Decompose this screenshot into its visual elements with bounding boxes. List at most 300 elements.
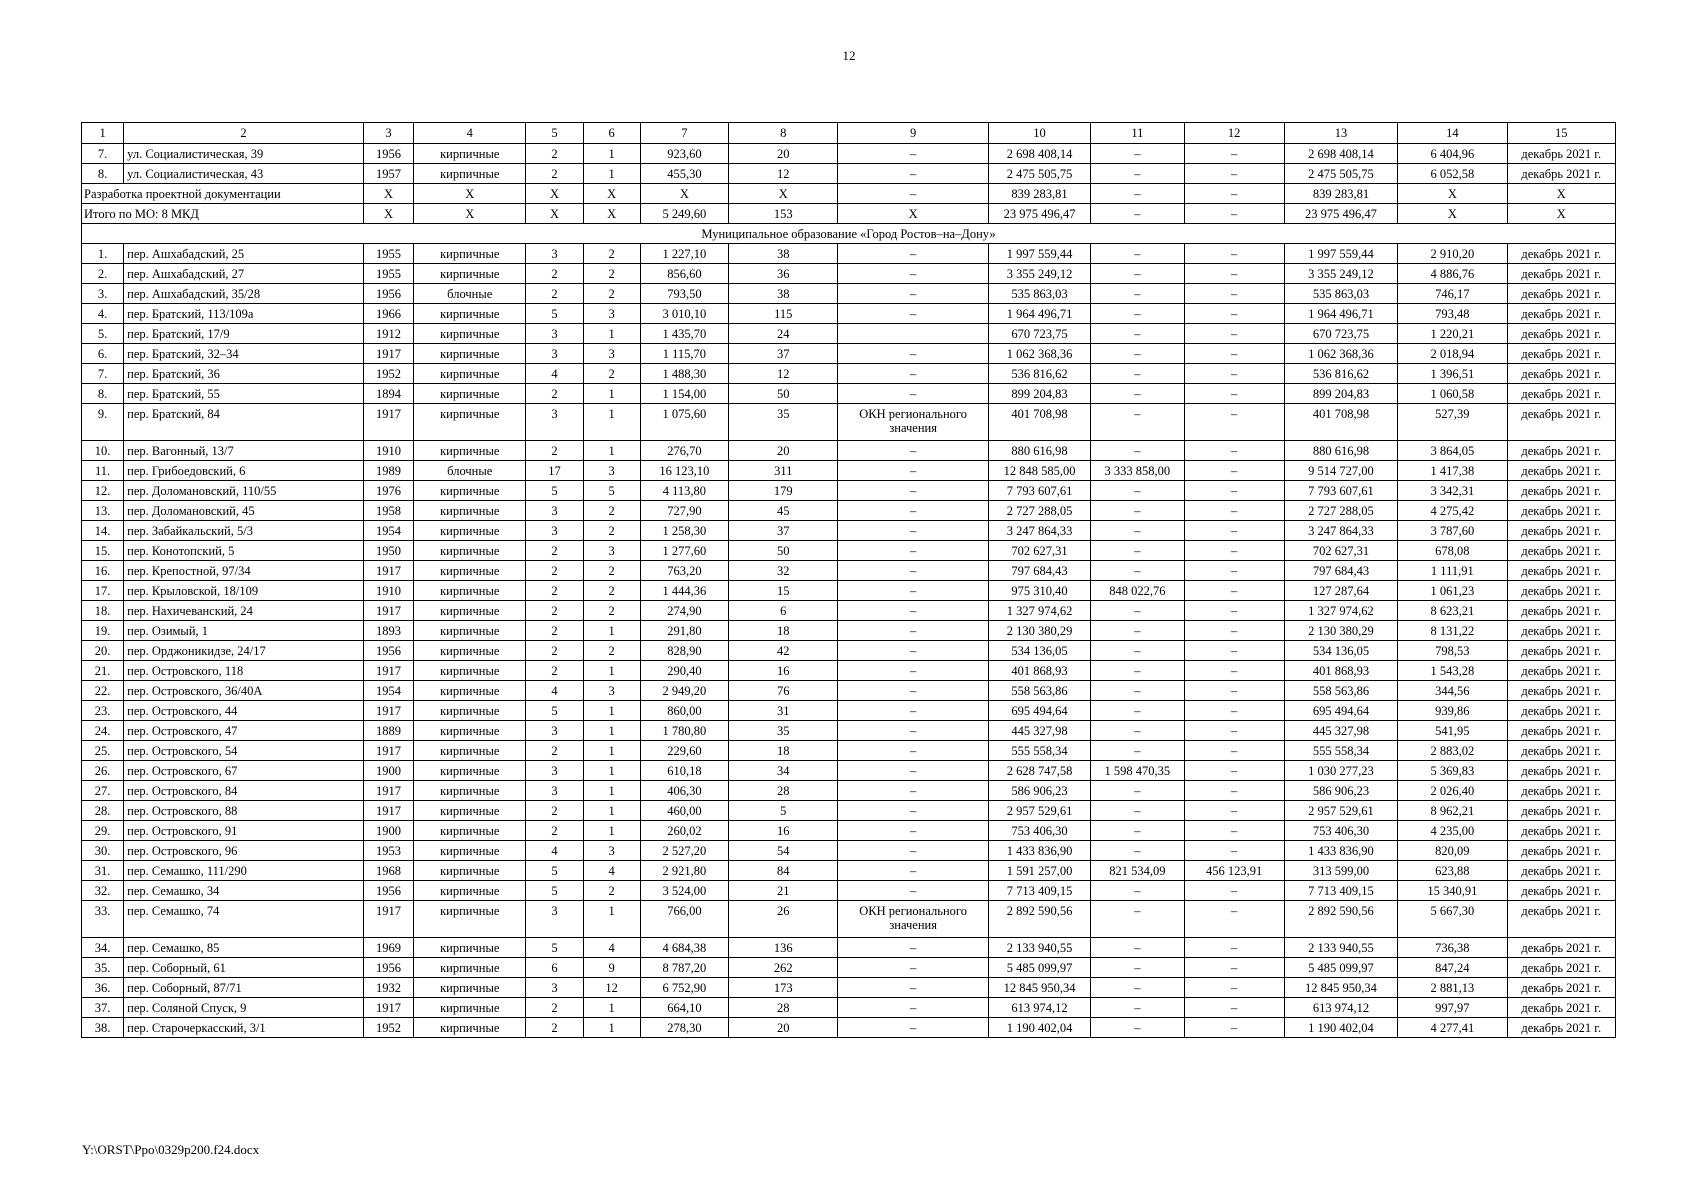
table-cell: 20. [82, 641, 124, 661]
table-cell: 2 [583, 581, 640, 601]
column-number-cell: 2 [124, 123, 364, 144]
table-cell: – [1184, 701, 1284, 721]
table-cell: 20 [729, 1018, 838, 1038]
table-cell: 1 [583, 821, 640, 841]
table-cell: 1 [583, 721, 640, 741]
table-cell: – [838, 701, 988, 721]
table-cell: – [1091, 364, 1184, 384]
table-cell: 4. [82, 304, 124, 324]
table-cell: 38. [82, 1018, 124, 1038]
table-cell: декабрь 2021 г. [1507, 741, 1615, 761]
table-cell: – [1091, 661, 1184, 681]
table-cell: 179 [729, 481, 838, 501]
table-row [82, 144, 1616, 164]
table-cell: – [838, 741, 988, 761]
table-cell: 1894 [363, 384, 413, 404]
table-cell: 37. [82, 998, 124, 1018]
table-cell: 445 327,98 [1284, 721, 1397, 741]
table-cell: 26. [82, 761, 124, 781]
table-row [82, 1018, 1616, 1038]
table-cell: 880 616,98 [988, 441, 1090, 461]
table-cell: 2 727 288,05 [1284, 501, 1397, 521]
table-cell: – [1184, 384, 1284, 404]
table-cell: пер. Островского, 96 [124, 841, 364, 861]
table-cell: 2 [583, 244, 640, 264]
table-cell: пер. Соборный, 87/71 [124, 978, 364, 998]
table-cell: 695 494,64 [988, 701, 1090, 721]
table-cell: 613 974,12 [1284, 998, 1397, 1018]
table-cell: 1952 [363, 364, 413, 384]
table-cell: 1 327 974,62 [988, 601, 1090, 621]
table-cell: – [1184, 958, 1284, 978]
table-cell: 23 975 496,47 [988, 204, 1090, 224]
table-cell: 445 327,98 [988, 721, 1090, 741]
table-cell: декабрь 2021 г. [1507, 461, 1615, 481]
table-cell: – [1184, 761, 1284, 781]
table-cell: 678,08 [1398, 541, 1507, 561]
table-cell: кирпичные [414, 404, 526, 441]
table-cell: 19. [82, 621, 124, 641]
table-cell: кирпичные [414, 304, 526, 324]
table-cell: кирпичные [414, 481, 526, 501]
table-cell: – [1091, 821, 1184, 841]
table-cell: 535 863,03 [1284, 284, 1397, 304]
table-cell: 5 [583, 481, 640, 501]
table-cell: – [1184, 404, 1284, 441]
table-cell: 12 [729, 164, 838, 184]
table-cell: 3 [526, 521, 583, 541]
table-cell: 5 [526, 861, 583, 881]
table-cell: 2 026,40 [1398, 781, 1507, 801]
table-cell: X [1398, 204, 1507, 224]
table-cell: 1910 [363, 581, 413, 601]
table-cell: – [838, 461, 988, 481]
table-cell: – [838, 601, 988, 621]
table-cell: декабрь 2021 г. [1507, 701, 1615, 721]
table-cell: пер. Семашко, 74 [124, 901, 364, 938]
table-row [82, 601, 1616, 621]
table-cell: 136 [729, 938, 838, 958]
table-cell: – [1091, 721, 1184, 741]
table-cell: 2 [526, 284, 583, 304]
table-cell: 1955 [363, 264, 413, 284]
table-cell: 3 [526, 324, 583, 344]
table-cell: декабрь 2021 г. [1507, 621, 1615, 641]
table-cell: – [838, 561, 988, 581]
table-row [82, 958, 1616, 978]
table-cell: X [414, 184, 526, 204]
table-cell: 14. [82, 521, 124, 541]
table-cell: – [1184, 901, 1284, 938]
table-cell: – [1091, 601, 1184, 621]
table-cell: 1. [82, 244, 124, 264]
table-cell: 27. [82, 781, 124, 801]
table-cell: 24 [729, 324, 838, 344]
table-cell: 4 113,80 [640, 481, 728, 501]
table-cell: 8 131,22 [1398, 621, 1507, 641]
table-row [82, 998, 1616, 1018]
table-cell: 1900 [363, 821, 413, 841]
table-cell: 35. [82, 958, 124, 978]
table-row [82, 841, 1616, 861]
table-cell: 1 598 470,35 [1091, 761, 1184, 781]
table-cell: 1893 [363, 621, 413, 641]
table-cell: 1 780,80 [640, 721, 728, 741]
column-number-cell: 12 [1184, 123, 1284, 144]
table-cell: 899 204,83 [1284, 384, 1397, 404]
table-cell: пер. Озимый, 1 [124, 621, 364, 641]
table-cell: – [1184, 781, 1284, 801]
table-cell: 1917 [363, 781, 413, 801]
table-cell [838, 324, 988, 344]
table-cell: – [838, 481, 988, 501]
table-cell: 127 287,64 [1284, 581, 1397, 601]
column-number-cell: 11 [1091, 123, 1184, 144]
table-cell: – [1091, 204, 1184, 224]
table-cell: – [1184, 481, 1284, 501]
table-cell: пер. Островского, 44 [124, 701, 364, 721]
table-cell: 401 708,98 [988, 404, 1090, 441]
table-cell: 12 845 950,34 [988, 978, 1090, 998]
table-cell: 1917 [363, 661, 413, 681]
table-cell: 5 [729, 801, 838, 821]
table-cell: 4 235,00 [1398, 821, 1507, 841]
table-cell: 1 433 836,90 [988, 841, 1090, 861]
table-cell: 36 [729, 264, 838, 284]
table-cell: 33. [82, 901, 124, 938]
table-cell: пер. Орджоникидзе, 24/17 [124, 641, 364, 661]
table-cell: 1 115,70 [640, 344, 728, 364]
table-cell: 1 [583, 621, 640, 641]
table-cell: – [1091, 404, 1184, 441]
table-cell: 2 892 590,56 [1284, 901, 1397, 938]
table-cell: – [838, 184, 988, 204]
table-cell: декабрь 2021 г. [1507, 264, 1615, 284]
table-cell: 2 [526, 641, 583, 661]
table-cell: – [1091, 144, 1184, 164]
table-cell: 1 190 402,04 [988, 1018, 1090, 1038]
table-cell: кирпичные [414, 841, 526, 861]
table-row [82, 701, 1616, 721]
table-cell: – [838, 244, 988, 264]
table-cell: 7 793 607,61 [1284, 481, 1397, 501]
table-cell: пер. Братский, 36 [124, 364, 364, 384]
table-cell: декабрь 2021 г. [1507, 978, 1615, 998]
table-cell: 670 723,75 [1284, 324, 1397, 344]
table-cell: 34. [82, 938, 124, 958]
table-cell: – [1091, 781, 1184, 801]
table-cell: 3 [583, 681, 640, 701]
table-cell: 3 [526, 244, 583, 264]
column-number-cell: 13 [1284, 123, 1397, 144]
table-cell: 555 558,34 [988, 741, 1090, 761]
table-cell: 23. [82, 701, 124, 721]
table-cell: 1950 [363, 541, 413, 561]
table-cell: 12 [729, 364, 838, 384]
table-cell: кирпичные [414, 621, 526, 641]
table-cell: 21 [729, 881, 838, 901]
table-cell: – [1184, 184, 1284, 204]
table-cell: 6 [729, 601, 838, 621]
table-cell: 1954 [363, 521, 413, 541]
table-cell: 2 727 288,05 [988, 501, 1090, 521]
table-cell: 26 [729, 901, 838, 938]
table-cell: – [1184, 721, 1284, 741]
table-cell: 3 247 864,33 [988, 521, 1090, 541]
table-row [82, 901, 1616, 938]
table-cell: 7 713 409,15 [988, 881, 1090, 901]
table-cell: ул. Социалистическая, 43 [124, 164, 364, 184]
table-cell: – [1184, 821, 1284, 841]
table-cell: 35 [729, 404, 838, 441]
table-cell: 37 [729, 521, 838, 541]
table-cell: 899 204,83 [988, 384, 1090, 404]
table-cell: пер. Братский, 55 [124, 384, 364, 404]
table-cell: 923,60 [640, 144, 728, 164]
table-cell: 15 340,91 [1398, 881, 1507, 901]
table-cell: 23 975 496,47 [1284, 204, 1397, 224]
table-cell: 753 406,30 [988, 821, 1090, 841]
table-cell: 2 949,20 [640, 681, 728, 701]
table-cell: – [1184, 741, 1284, 761]
table-cell: 32. [82, 881, 124, 901]
table-row [82, 741, 1616, 761]
table-cell: 2 881,13 [1398, 978, 1507, 998]
table-cell: пер. Забайкальский, 5/3 [124, 521, 364, 541]
table-cell: – [1091, 384, 1184, 404]
table-cell: 21. [82, 661, 124, 681]
table-cell: 5 485 099,97 [1284, 958, 1397, 978]
table-cell: 1953 [363, 841, 413, 861]
table-row [82, 801, 1616, 821]
table-row [82, 304, 1616, 324]
table-cell: 856,60 [640, 264, 728, 284]
table-cell: декабрь 2021 г. [1507, 324, 1615, 344]
table-cell: пер. Семашко, 85 [124, 938, 364, 958]
table-cell: 456 123,91 [1184, 861, 1284, 881]
table-cell: кирпичные [414, 978, 526, 998]
table-row [82, 541, 1616, 561]
table-cell: декабрь 2021 г. [1507, 344, 1615, 364]
table-cell: пер. Семашко, 111/290 [124, 861, 364, 881]
table-cell: 28. [82, 801, 124, 821]
table-cell: 2 [526, 741, 583, 761]
table-cell: 753 406,30 [1284, 821, 1397, 841]
table-cell: 1957 [363, 164, 413, 184]
table-cell: 5 369,83 [1398, 761, 1507, 781]
table-cell: 5 485 099,97 [988, 958, 1090, 978]
table-cell: 2 [583, 881, 640, 901]
table-cell: кирпичные [414, 661, 526, 681]
table-cell: 401 708,98 [1284, 404, 1397, 441]
table-cell: 16. [82, 561, 124, 581]
table-cell: 401 868,93 [988, 661, 1090, 681]
table-cell: 45 [729, 501, 838, 521]
table-cell: 664,10 [640, 998, 728, 1018]
table-cell: 7. [82, 144, 124, 164]
table-cell: декабрь 2021 г. [1507, 861, 1615, 881]
table-cell: 2 [526, 384, 583, 404]
table-cell: 2 130 380,29 [988, 621, 1090, 641]
table-cell: – [838, 801, 988, 821]
table-cell: 276,70 [640, 441, 728, 461]
table-cell: – [1184, 938, 1284, 958]
table-row [82, 561, 1616, 581]
table-row [82, 441, 1616, 461]
table-cell: X [526, 184, 583, 204]
table-cell: 3 [526, 404, 583, 441]
table-row [82, 501, 1616, 521]
table-cell: кирпичные [414, 861, 526, 881]
table-cell: кирпичные [414, 244, 526, 264]
table-cell: 5 [526, 701, 583, 721]
table-cell: пер. Братский, 113/109а [124, 304, 364, 324]
table-cell: декабрь 2021 г. [1507, 938, 1615, 958]
table-cell: 42 [729, 641, 838, 661]
table-row [82, 661, 1616, 681]
table-cell: 37 [729, 344, 838, 364]
table-cell: 344,56 [1398, 681, 1507, 701]
table-cell: декабрь 2021 г. [1507, 144, 1615, 164]
table-cell: 3 [526, 901, 583, 938]
table-cell: 84 [729, 861, 838, 881]
table-cell: – [838, 521, 988, 541]
table-row [82, 821, 1616, 841]
column-number-cell: 1 [82, 123, 124, 144]
table-cell: декабрь 2021 г. [1507, 384, 1615, 404]
table-cell: 4 [583, 861, 640, 881]
table-cell: 54 [729, 841, 838, 861]
table-cell: ОКН регионального значения [838, 901, 988, 938]
table-cell: 3 247 864,33 [1284, 521, 1397, 541]
table-cell: кирпичные [414, 901, 526, 938]
table-cell: – [1184, 621, 1284, 641]
table-cell: – [1091, 1018, 1184, 1038]
table-cell: 558 563,86 [988, 681, 1090, 701]
table-cell: 17. [82, 581, 124, 601]
table-cell: 555 558,34 [1284, 741, 1397, 761]
table-cell: – [1184, 801, 1284, 821]
table-cell: 2 018,94 [1398, 344, 1507, 364]
table-cell: пер. Островского, 91 [124, 821, 364, 841]
table-cell: 406,30 [640, 781, 728, 801]
table-cell: 1 061,23 [1398, 581, 1507, 601]
table-cell: – [1184, 661, 1284, 681]
table-cell: кирпичные [414, 144, 526, 164]
table-cell: 2 [526, 561, 583, 581]
table-row [82, 244, 1616, 264]
table-cell: X [583, 204, 640, 224]
table-cell: 10. [82, 441, 124, 461]
table-cell: декабрь 2021 г. [1507, 601, 1615, 621]
table-cell: 1912 [363, 324, 413, 344]
column-number-cell: 7 [640, 123, 728, 144]
table-cell: 8 962,21 [1398, 801, 1507, 821]
table-cell: – [1184, 681, 1284, 701]
table-cell: 2 [526, 581, 583, 601]
table-cell: 4 886,76 [1398, 264, 1507, 284]
table-cell: 1 [583, 384, 640, 404]
table-cell: 3 [526, 781, 583, 801]
table-cell: 32 [729, 561, 838, 581]
table-cell: 1 [583, 404, 640, 441]
table-cell: – [838, 958, 988, 978]
table-cell: – [1091, 641, 1184, 661]
table-cell: кирпичные [414, 938, 526, 958]
table-cell: 1 075,60 [640, 404, 728, 441]
table-row [82, 404, 1616, 441]
table-cell: 3 [583, 461, 640, 481]
table-cell: декабрь 2021 г. [1507, 998, 1615, 1018]
table-cell: – [1184, 461, 1284, 481]
table-cell: 274,90 [640, 601, 728, 621]
table-cell: 2 [583, 561, 640, 581]
table-cell: – [1184, 284, 1284, 304]
table-cell: 4 [583, 938, 640, 958]
table-cell: 1 [583, 324, 640, 344]
table-cell: 839 283,81 [988, 184, 1090, 204]
table-cell: ОКН регионального значения [838, 404, 988, 441]
table-cell: 527,39 [1398, 404, 1507, 441]
table-cell: 18 [729, 741, 838, 761]
table-cell: – [838, 264, 988, 284]
table-cell: – [1091, 324, 1184, 344]
table-cell: X [363, 184, 413, 204]
table-cell: 736,38 [1398, 938, 1507, 958]
table-cell: 35 [729, 721, 838, 741]
table-cell: – [1091, 284, 1184, 304]
table-cell: 1 997 559,44 [1284, 244, 1397, 264]
table-cell: – [1184, 521, 1284, 541]
table-cell: 2 892 590,56 [988, 901, 1090, 938]
table-cell: 16 [729, 821, 838, 841]
table-cell: пер. Островского, 47 [124, 721, 364, 741]
table-cell: 2 957 529,61 [1284, 801, 1397, 821]
table-cell: 36. [82, 978, 124, 998]
table-cell: 15. [82, 541, 124, 561]
table-cell: 1976 [363, 481, 413, 501]
table-cell: пер. Соборный, 61 [124, 958, 364, 978]
table-row [82, 461, 1616, 481]
table-cell: 1 277,60 [640, 541, 728, 561]
table-cell: блочные [414, 284, 526, 304]
table-cell: – [838, 364, 988, 384]
table-cell: 1 543,28 [1398, 661, 1507, 681]
table-cell: 18 [729, 621, 838, 641]
table-cell: 541,95 [1398, 721, 1507, 741]
table-cell: 2 [526, 264, 583, 284]
table-cell: кирпичные [414, 801, 526, 821]
table-cell: 2 [583, 601, 640, 621]
table-cell: 1917 [363, 701, 413, 721]
table-cell: – [1184, 344, 1284, 364]
table-cell: 1989 [363, 461, 413, 481]
table-cell: кирпичные [414, 264, 526, 284]
table-cell: 1900 [363, 761, 413, 781]
table-cell: 2 130 380,29 [1284, 621, 1397, 641]
table-row [82, 621, 1616, 641]
table-cell: 262 [729, 958, 838, 978]
table-cell: 13. [82, 501, 124, 521]
table-cell: 610,18 [640, 761, 728, 781]
table-cell: пер. Ашхабадский, 27 [124, 264, 364, 284]
table-cell: 8 787,20 [640, 958, 728, 978]
table-cell: 460,00 [640, 801, 728, 821]
table-cell: 536 816,62 [988, 364, 1090, 384]
table-cell: пер. Братский, 84 [124, 404, 364, 441]
table-cell: 50 [729, 384, 838, 404]
table-cell: кирпичные [414, 781, 526, 801]
